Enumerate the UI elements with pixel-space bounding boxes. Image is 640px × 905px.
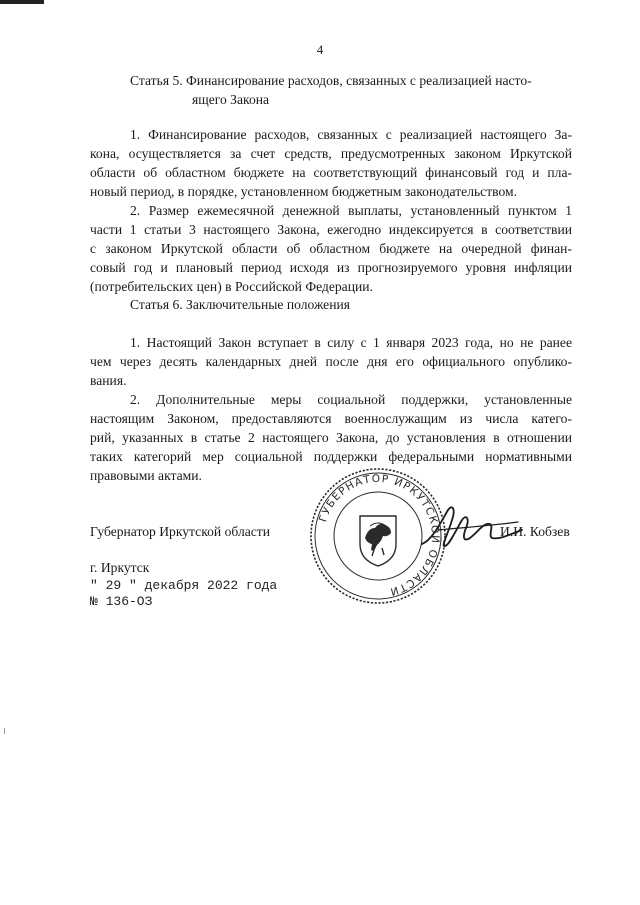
page-number: 4 [316,42,324,57]
paragraph-line: чем через десять календарных дней после дня его официального опублико- [90,354,572,369]
paragraph-line: рий, указанных в статье 2 настоящего Закона, до установления в отношении [90,430,572,445]
article-5-title-line-2: ящего Закона [192,92,270,107]
governor-name: И.И. Кобзев [500,524,570,539]
article-6-paragraph-1 [90,333,572,390]
paragraph-line: совый год и плановый период исходя из прогнозируемого уровня инфляции [90,260,572,275]
paragraph-line: области об областном бюджете на соответствующий финансовый год и пла- [90,165,572,180]
article-5-paragraph-1 [90,125,572,201]
article-5-title [130,71,570,109]
paragraph-line: настоящим Законом, предоставляются военнослужащим из числа катего- [90,411,572,426]
paragraph-line: 1. Финансирование расходов, связанных с реализацией настоящего За- [130,127,572,142]
paragraph-line: кона, осуществляется за счет средств, предусмотренных законом Иркутской [90,146,572,161]
governor-position: Губернатор Иркутской области [90,524,271,539]
paragraph-line: части 1 статьи 3 настоящего Закона, ежегодно индексируется в соответствии [90,222,572,237]
law-date: " 29 " декабря 2022 года [90,578,278,593]
paragraph-line: вания. [90,373,127,388]
paragraph-line: новый период, в порядке, установленном бюджетным законодательством. [90,184,518,199]
article-6-title: Статья 6. Заключительные положения [130,297,351,312]
paragraph-line: 1. Настоящий Закон вступает в силу с 1 января 2023 года, но не ранее [130,335,572,350]
city: г. Иркутск [90,560,150,575]
paragraph-line: 2. Дополнительные меры социальной поддержки, установленные [130,392,572,407]
article-5-paragraph-2 [90,201,572,296]
article-5-title-line-1: Статья 5. Финансирование расходов, связанных с реализацией насто- [130,73,532,88]
coat-of-arms-icon [360,516,396,566]
paragraph-line: правовыми актами. [90,468,202,483]
law-number: № 136-ОЗ [90,594,153,609]
paragraph-line: с законом Иркутской области об областном бюджете на очередной финан- [90,241,572,256]
paragraph-line: (потребительских цен) в Российской Федерации. [90,279,373,294]
scan-corner-mark [0,0,44,4]
scan-margin-mark [4,728,5,734]
paragraph-line: таких категорий мер социальной поддержки федеральными нормативными [90,449,572,464]
paragraph-line: 2. Размер ежемесячной денежной выплаты, установленный пунктом 1 [130,203,572,218]
seal-text: ГУБЕРНАТОР ИРКУТСКОЙ ОБЛАСТИ [317,472,442,598]
